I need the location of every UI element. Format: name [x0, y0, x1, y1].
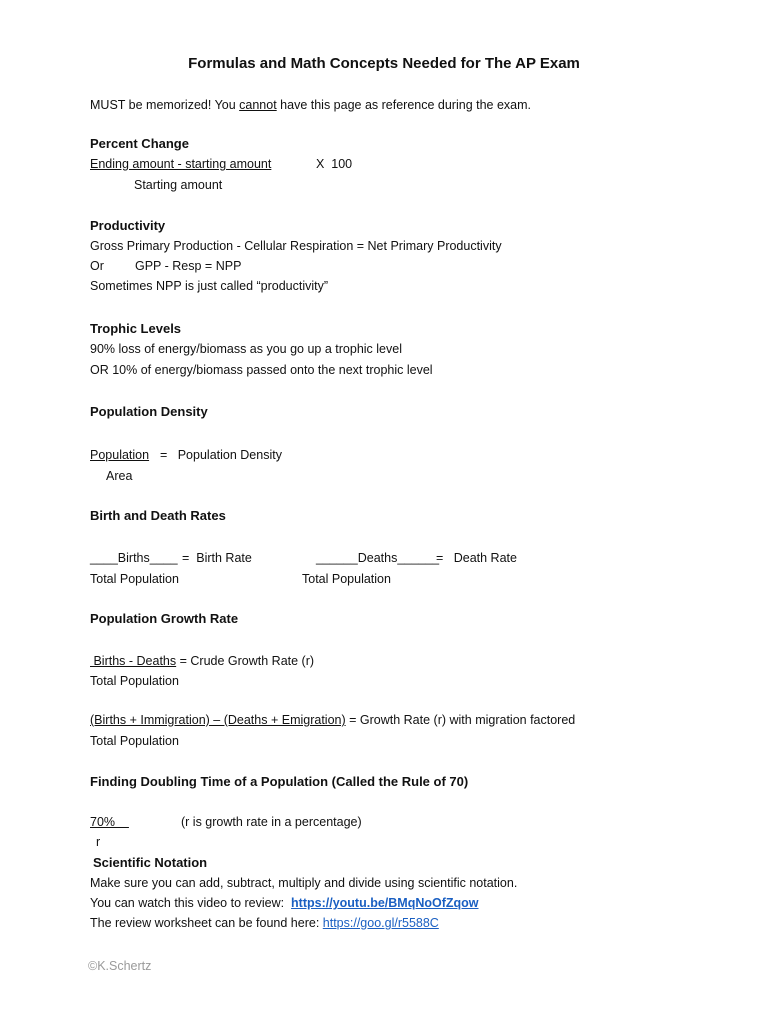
scientific-notation-line-3 [90, 915, 439, 931]
crude-growth-line [90, 653, 314, 669]
intro-underlined: cannot [239, 98, 277, 112]
death-rate-denominator: Total Population [302, 572, 391, 586]
birth-rate-equals: = Birth Rate [182, 551, 252, 565]
percent-change-multiplier: X 100 [316, 157, 353, 171]
death-rate-numerator: ______Deaths______ [316, 551, 440, 565]
productivity-line-2: GPP - Resp = NPP [135, 259, 242, 273]
population-density-denominator: Area [106, 469, 133, 483]
productivity-or-label: Or [90, 259, 104, 273]
crude-growth-numerator: Births - Deaths [90, 654, 177, 668]
growth-rate-heading: Population Growth Rate [90, 611, 239, 626]
birth-death-heading: Birth and Death Rates [90, 508, 226, 523]
worksheet-link[interactable]: https://goo.gl/r5588C [322, 916, 439, 930]
copyright-footer: ©K.Schertz [88, 959, 152, 973]
population-density-equals: = Population Density [160, 448, 282, 462]
scientific-notation-line-2 [90, 895, 479, 911]
productivity-heading: Productivity [90, 218, 166, 233]
percent-change-heading: Percent Change [90, 136, 189, 151]
trophic-levels-line-2: OR 10% of energy/biomass passed onto the next trophic level [90, 363, 433, 377]
birth-rate-numerator: ____Births____ [90, 551, 178, 565]
doubling-time-heading: Finding Doubling Time of a Population (Called the Rule of 70) [90, 774, 469, 789]
trophic-levels-line-1: 90% loss of energy/biomass as you go up a trophic level [90, 342, 402, 356]
intro-before: MUST be memorized! You [90, 98, 240, 112]
percent-change-denominator: Starting amount [134, 178, 223, 192]
doubling-time-note: (r is growth rate in a percentage) [181, 815, 362, 829]
doubling-time-numerator: 70% [90, 815, 129, 829]
page-title: Formulas and Math Concepts Needed for The AP Exam [188, 55, 580, 72]
intro-line [90, 97, 531, 113]
population-density-heading: Population Density [90, 404, 208, 419]
video-review-text: You can watch this video to review: [90, 896, 292, 910]
migration-growth-line [90, 712, 575, 728]
migration-growth-numerator: (Births + Immigration) – (Deaths + Emigration) [90, 713, 346, 727]
scientific-notation-heading: Scientific Notation [93, 855, 208, 870]
intro-after: have this page as reference during the exam. [276, 98, 532, 112]
death-rate-equals: = Death Rate [436, 551, 517, 565]
scientific-notation-line-1: Make sure you can add, subtract, multiply and divide using scientific notation. [90, 876, 518, 890]
productivity-line-3: Sometimes NPP is just called “productivity” [90, 279, 329, 293]
birth-rate-denominator: Total Population [90, 572, 179, 586]
crude-growth-equals: = Crude Growth Rate (r) [176, 654, 315, 668]
percent-change-numerator: Ending amount - starting amount [90, 157, 272, 171]
productivity-line-1: Gross Primary Production - Cellular Respiration = Net Primary Productivity [90, 239, 502, 253]
migration-growth-equals: = Growth Rate (r) with migration factored [345, 713, 576, 727]
population-density-numerator: Population [90, 448, 150, 462]
migration-growth-denominator: Total Population [90, 734, 179, 748]
worksheet-text: The review worksheet can be found here: [90, 916, 323, 930]
video-review-link[interactable]: https://youtu.be/BMqNoOfZqow [291, 896, 479, 910]
doubling-time-denominator: r [96, 835, 101, 849]
trophic-levels-heading: Trophic Levels [90, 321, 182, 336]
crude-growth-denominator: Total Population [90, 674, 179, 688]
